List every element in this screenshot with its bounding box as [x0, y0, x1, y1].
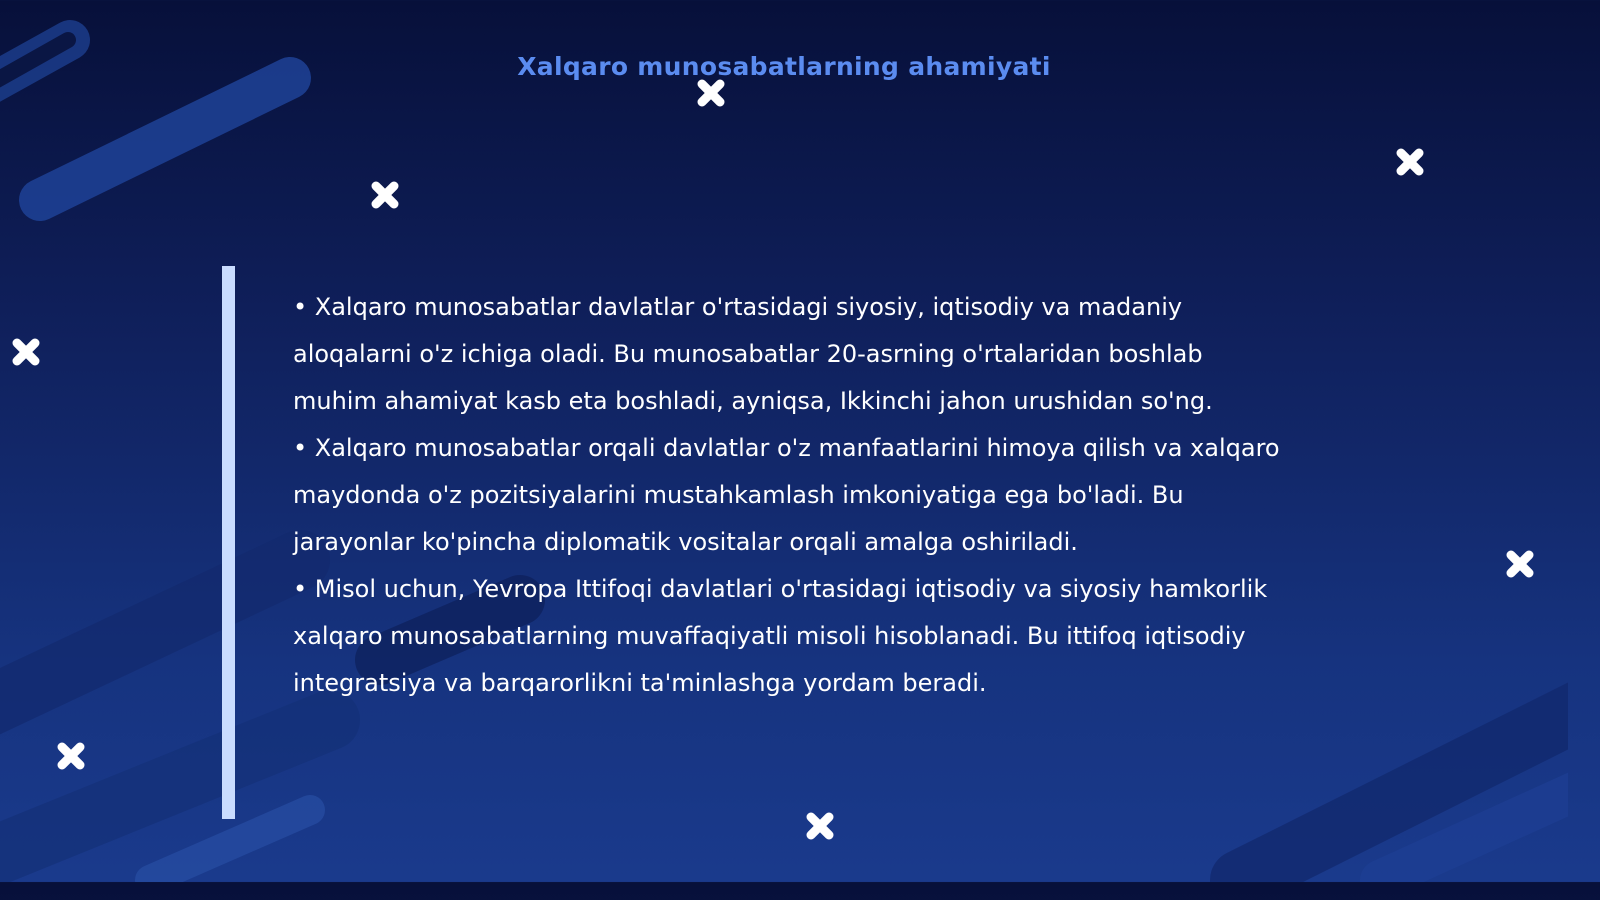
- decor-stripe: [40, 78, 290, 200]
- bullet-paragraph: • Misol uchun, Yevropa Ittifoqi davlatlari o'rtasidagi iqtisodiy va siyosiy hamkorlik xalqaro munosabatlarning muvaffaqiyatli misoli hisoblanadi. Bu ittifoq iqtisodiy integratsiya va barqarorlikni ta'minlashga yordam beradi.: [293, 575, 1268, 697]
- decor-stripe: [0, 560, 300, 720]
- slide-body: [293, 284, 1293, 707]
- x-mark-icon: [11, 337, 41, 367]
- x-mark-icon: [696, 78, 726, 108]
- decor-stripe: [0, 720, 330, 870]
- x-mark-icon: [1505, 549, 1535, 579]
- x-mark-icon: [56, 741, 86, 771]
- x-mark-icon: [805, 811, 835, 841]
- bullet-paragraph: • Xalqaro munosabatlar orqali davlatlar o'z manfaatlarini himoya qilish va xalqaro maydonda o'z pozitsiyalarini mustahkamlash imkoniyatiga ega bo'ladi. Bu jarayonlar ko'pincha diplomatik vositalar orqali amalga oshiriladi.: [293, 434, 1280, 556]
- slide-title: Xalqaro munosabatlarning ahamiyati: [517, 52, 1051, 81]
- x-mark-icon: [370, 180, 400, 210]
- bullet-paragraph: • Xalqaro munosabatlar davlatlar o'rtasidagi siyosiy, iqtisodiy va madaniy aloqalarni o'z ichiga oladi. Bu munosabatlar 20-asrning o'rtalaridan boshlab muhim ahamiyat kasb eta boshladi, ayniqsa, Ikkinchi jahon urushidan so'ng.: [293, 293, 1213, 415]
- accent-bar: [222, 266, 235, 819]
- decor-stripe: [150, 810, 310, 880]
- x-mark-icon: [1395, 147, 1425, 177]
